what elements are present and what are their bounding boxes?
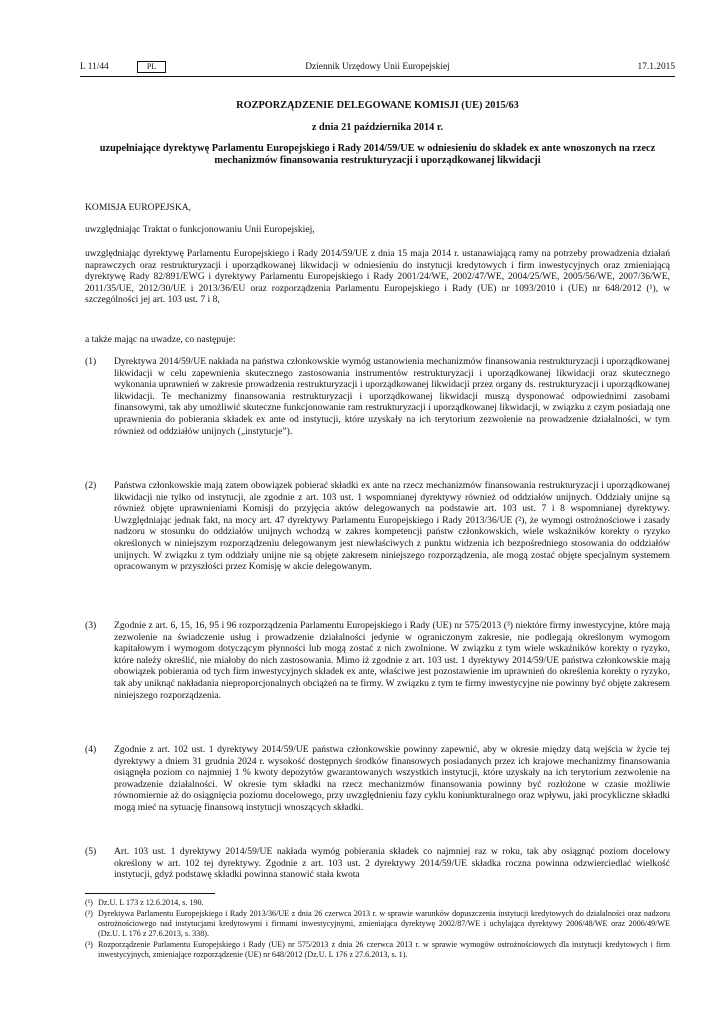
page-header	[80, 60, 675, 74]
footnote-text: Dz.U. L 173 z 12.6.2014, s. 190.	[98, 898, 204, 907]
recital-text: Zgodnie z art. 6, 15, 16, 95 i 96 rozporządzenia Parlamentu Europejskiego i Rady (UE) nr 575/2013 (³) niektóre firmy inwestycyjne, które mają zezwolenie na świadczenie usług i prowadzenie działalności jedynie w ograniczonym zakresie, nie podlegają określonym wymogom kapitałowym i wymogom dotyczącym płynności lub mogą zostać z nich zwolnione. W związku z tym wiele wskaźników korekty o ryzyko, które należy określić, nie miałoby do nich zastosowania. Mimo iż zgodnie z art. 103 ust. 1 dyrektywy 2014/59/UE państwa członkowskie mają obowiązek pobierania od tych firm inwestycyjnych składek ex ante, właściwe jest pozostawienie im uprawnień do określenia korekty o ryzyko, tak aby uniknąć nakładania nieproporcjonalnych obciążeń na te firmy. W związku z tym te firmy inwestycyjne nie powinny być objęte zakresem niniejszego rozporządzenia.	[114, 620, 670, 701]
preamble-directive: uwzględniając dyrektywę Parlamentu Europejskiego i Rady 2014/59/UE z dnia 15 maja 2014 r. ustanawiającą ramy na potrzeby prowadzenia działań naprawczych oraz restrukturyzacji i uporządkowanej likwidacji w odniesieniu do instytucji kredytowych i firm inwestycyjnych oraz zmieniającą dyrektywę Rady 82/891/EWG i dyrektywy Parlamentu Europejskiego i Rady 2001/24/WE, 2002/47/WE, 2004/25/WE, 2005/56/WE, 2007/36/WE, 2011/35/UE, 2012/30/UE i 2013/36/EU oraz rozporządzenia Parlamentu Europejskiego i Rady (UE) nr 1093/2010 i (UE) nr 648/2012 (¹), w szczególności jej art. 103 ust. 7 i 8,	[85, 248, 670, 306]
preamble-treaty: uwzględniając Traktat o funkcjonowaniu Unii Europejskiej,	[85, 224, 315, 235]
page-reference: L 11/44	[80, 62, 109, 72]
recital-text: Zgodnie z art. 102 ust. 1 dyrektywy 2014/59/UE państwa członkowskie powinny zapewnić, aby w okresie między datą wejścia w życie tej dyrektywy a dniem 31 grudnia 2024 r. wysokość dostępnych środków finansowych posiadanych przez ich krajowe mechanizmy finansowania osiągnęła poziom co najmniej 1 % kwoty depozytów gwarantowanych wszystkich instytucji, które uzyskały na ich terytorium zezwolenie na prowadzenie działalności. W okresie tym składki na rzecz mechanizmów finansowania powinny być rozłożone w czasie możliwie równomiernie aż do osiągnięcia poziomu docelowego, przy uwzględnieniu fazy cyklu koniunkturalnego oraz wpływu, jaki procykliczne składki mogą mieć na sytuację finansową instytucji wnoszących składki.	[114, 744, 670, 813]
footnote	[85, 909, 670, 939]
header-divider	[80, 76, 675, 77]
regulation-subtitle: uzupełniające dyrektywę Parlamentu Europejskiego i Rady 2014/59/UE w odniesieniu do składek ex ante wnoszonych na rzecz mechanizmów finansowania restrukturyzacji i uporządkowanej likwidacji	[99, 143, 656, 167]
recital-number: (4)	[85, 744, 97, 755]
footnote-mark: (¹)	[85, 898, 93, 907]
regulation-date: z dnia 21 października 2014 r.	[311, 122, 444, 133]
footnote-mark: (²)	[85, 909, 93, 918]
language-badge: PL	[137, 61, 166, 73]
recital-number: (5)	[85, 846, 97, 857]
footnote-divider	[85, 893, 215, 894]
recital-text: Art. 103 ust. 1 dyrektywy 2014/59/UE nakłada wymóg pobierania składek co najmniej raz w roku, tak aby osiągnąć poziom docelowy określony w art. 102 tej dyrektywy. Zgodnie z art. 103 ust. 2 dyrektywy 2014/59/UE składka roczna powinna odzwierciedlać wielkość instytucji, gdyż podstawę składki powinna stanowić stała kwota	[114, 846, 670, 881]
recital-number: (3)	[85, 620, 97, 631]
footnote	[85, 940, 670, 960]
journal-title: Dziennik Urzędowy Unii Europejskiej	[305, 62, 450, 72]
footnote-mark: (³)	[85, 940, 93, 949]
regulation-title: ROZPORZĄDZENIE DELEGOWANE KOMISJI (UE) 2015/63	[236, 100, 519, 111]
footnotes	[85, 898, 670, 961]
preamble-institution: KOMISJA EUROPEJSKA,	[85, 202, 192, 213]
recital-number: (1)	[85, 356, 97, 367]
recital-text: Państwa członkowskie mają zatem obowiązek pobierać składki ex ante na rzecz mechanizmów finansowania restrukturyzacji i uporządkowanej likwidacji nie tylko od instytucji, ale zgodnie z art. 103 ust. 1 wspomnianej dyrektywy również od oddziałów unijnych. Oddziały unijne są również objęte uprawnieniami Komisji do przyjęcia aktów delegowanych na podstawie art. 103 ust. 7 i 8 wspomnianej dyrektywy. Uwzględniając jednak fakt, na mocy art. 47 dyrektywy Parlamentu Europejskiego i Rady 2013/36/UE (²), że wymogi ostrożnościowe i zasady nadzoru w stosunku do oddziałów unijnych wchodzą w zakres kompetencji państw członkowskich, wiele wskaźników korekty o ryzyko określonych w niniejszym rozporządzeniu delegowanym jest niewłaściwych z punktu widzenia ich bezpośredniego stosowania do oddziałów unijnych. W związku z tym oddziały unijne nie są objęte zakresem niniejszego rozporządzenia, ale mogą zostać objęte specjalnym systemem opracowanym w przyszłości przez Komisję w akcie delegowanym.	[114, 480, 670, 573]
footnote	[85, 898, 670, 908]
footnote-text: Dyrektywa Parlamentu Europejskiego i Rady 2013/36/UE z dnia 26 czerwca 2013 r. w sprawie warunków dopuszczenia instytucji kredytowych do działalności oraz nadzoru ostrożnościowego nad instytucjami kredytowymi i firmami inwestycyjnymi, zmieniająca dyrektywę 2002/87/WE i uchylająca dyrektywy 2006/48/WE oraz 2006/49/WE (Dz.U. L 176 z 27.6.2013, s. 338).	[98, 909, 670, 938]
recital-number: (2)	[85, 480, 97, 491]
preamble-whereas: a także mając na uwadze, co następuje:	[85, 334, 236, 345]
footnote-text: Rozporządzenie Parlamentu Europejskiego i Rady (UE) nr 575/2013 z dnia 26 czerwca 2013 r. w sprawie wymogów ostrożnościowych dla instytucji kredytowych i firm inwestycyjnych, zmieniające rozporządzenie (UE) nr 648/2012 (Dz.U. L 176 z 27.6.2013, s. 1).	[98, 940, 670, 959]
recital-text: Dyrektywa 2014/59/UE nakłada na państwa członkowskie wymóg ustanowienia mechanizmów finansowania restrukturyzacji i uporządkowanej likwidacji w celu zapewnienia skutecznego zastosowania instrumentów restrukturyzacji i uporządkowanej likwidacji oraz skutecznego wykonania uprawnień w zakresie prowadzenia restrukturyzacji i uporządkowanej likwidacji przez organy ds. restrukturyzacji i uporządkowanej likwidacji. Te mechanizmy finansowania restrukturyzacji i uporządkowanej likwidacji muszą dysponować odpowiednimi zasobami finansowymi, tak aby umożliwić skuteczne funkcjonowanie ram restrukturyzacji i uporządkowanej likwidacji, w związku z czym posiadają one uprawnienia do pobierania składek ex ante od instytucji, które uzyskały na ich terytorium zezwolenie na prowadzenie działalności, w tym również od oddziałów unijnych („instytucje”).	[114, 356, 670, 437]
publication-date: 17.1.2015	[637, 62, 675, 72]
